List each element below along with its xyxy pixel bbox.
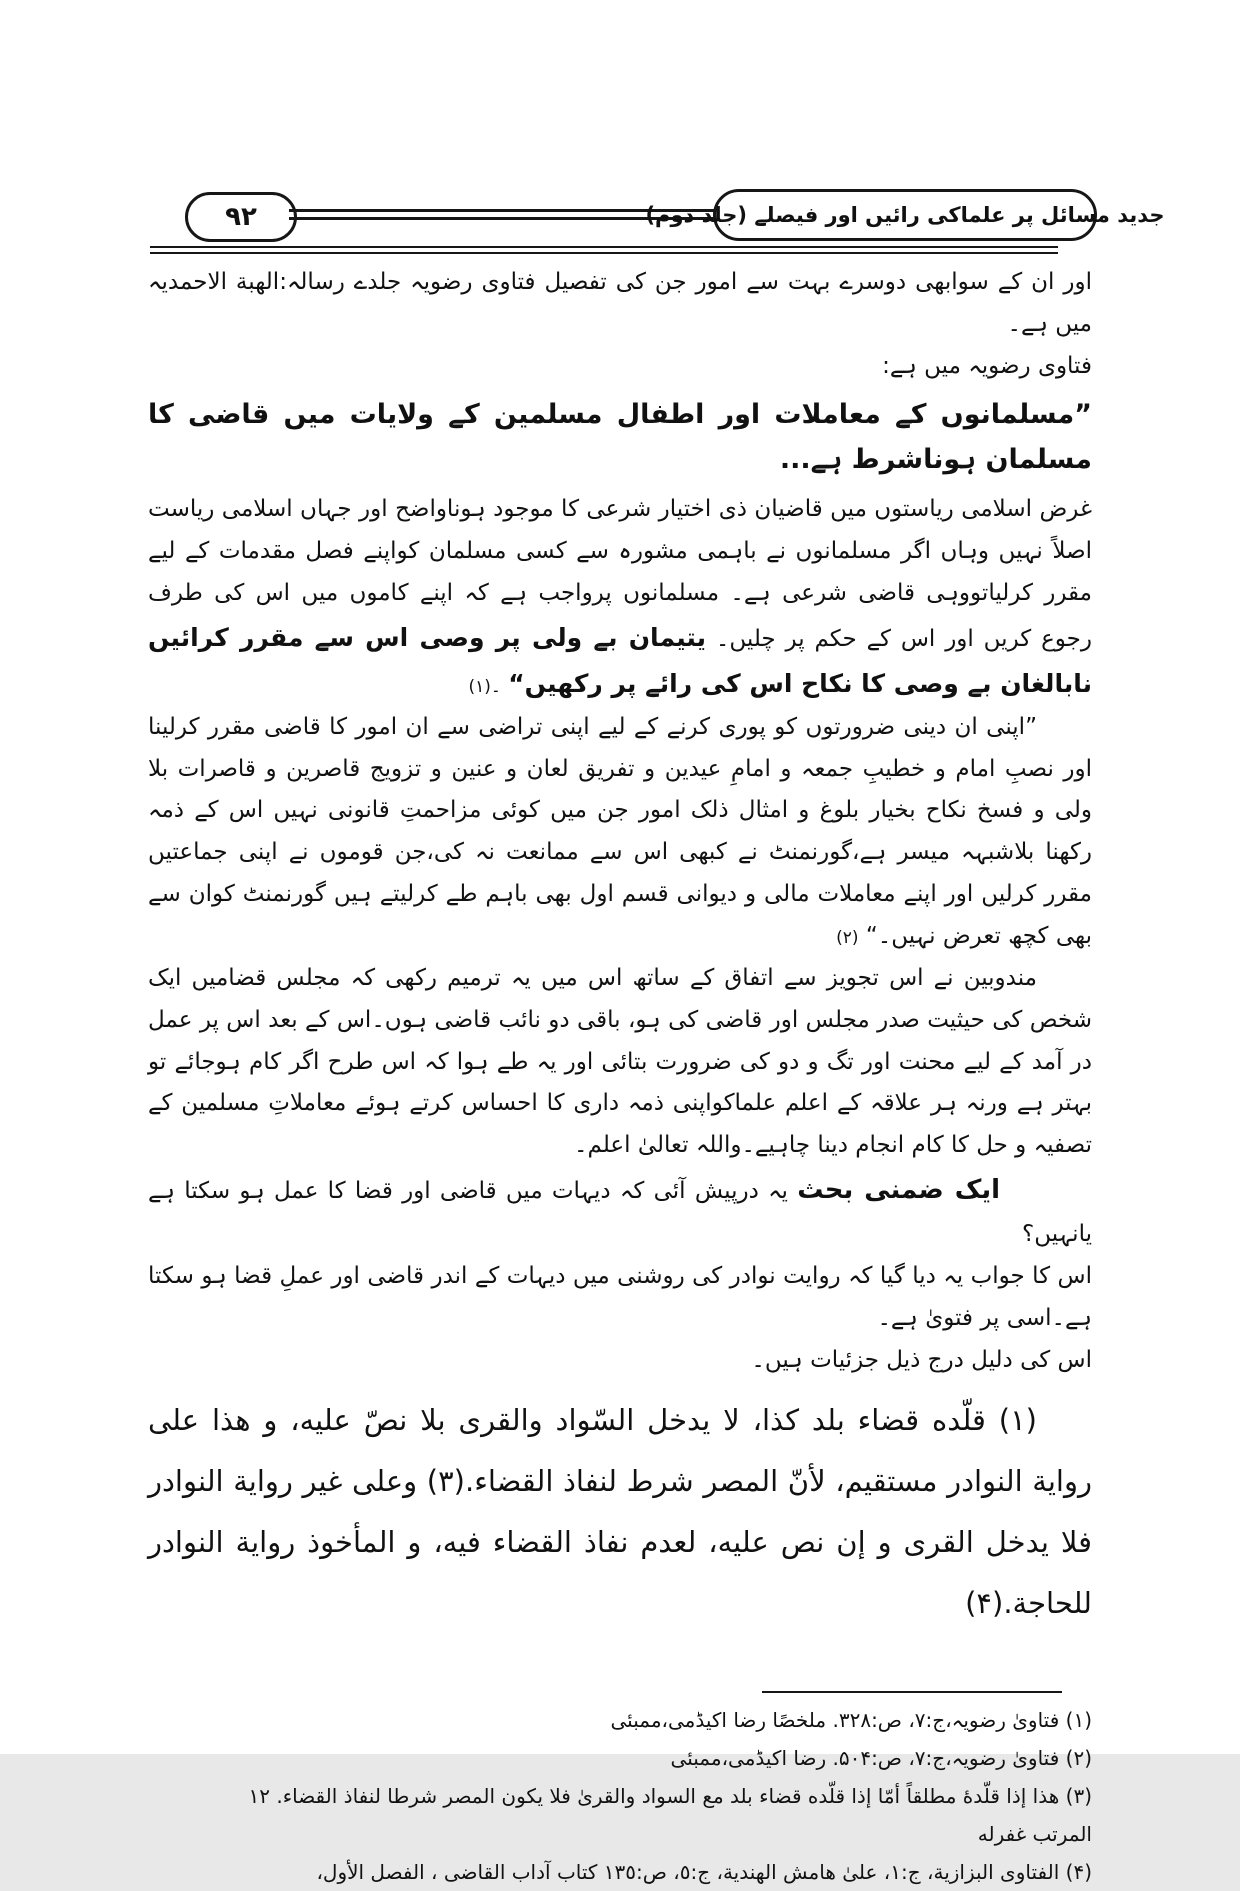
paragraph-answer — [148, 1256, 1092, 1340]
lead-in-text: فتاوی رضویہ میں ہے: — [882, 352, 1092, 379]
footnote-line: (۲) فتاویٰ رضویہ،ج:۷، ص:۵۰۴. رضا اکیڈمی،ممبئی — [670, 1746, 1092, 1771]
paragraph-bold-text: یتیمان بے ولی پر وصی اس سے مقرر کرائیں نابالغان بے وصی کا نکاح اس کی رائے پر رکھیں“ — [148, 622, 1092, 698]
footnote-marker-2: (۲) — [836, 927, 859, 948]
paragraph-side-issue — [148, 1167, 1092, 1256]
footnotes-section — [148, 1701, 1092, 1891]
intro-line-text: اور ان کے سوابھی دوسرے بہت سے امور جن کی تفصیل فتاوی رضویہ جلدے رسالہ:الهبة الاحمدیہ میں ہے۔ — [148, 269, 1092, 337]
footnote-marker-1: ۔(۱) — [468, 676, 501, 697]
footnote-line: (۱) فتاویٰ رضویہ،ج:۷، ص:۳۲۸. ملخصًا رضا اکیڈمی،ممبئی — [610, 1708, 1092, 1733]
arabic-citation-text: (۱) قلّده قضاء بلد كذا، لا يدخل السّواد والقرى بلا نصّ عليه، و هذا على رواية النوادر مستقيم، لأنّ المصر شرط لنفاذ القضاء.(۳) وعلى غير رواية النوادر فلا يدخل القرى و إن نص عليه، لعدم نفاذ القضاء فيه، و المأخوذ رواية النوادر للحاجة.(۴) — [148, 1402, 1092, 1620]
paragraph-fatwa-quote — [148, 489, 1092, 706]
side-issue-label: ایک ضمنی بحث — [797, 1175, 1000, 1206]
text-column — [148, 262, 1092, 1891]
page-number-badge — [185, 192, 297, 242]
page-number: ٩٢ — [225, 202, 257, 232]
paragraph-regular-text: غرض اسلامی ریاستوں میں قاضیان ذی اختیار شرعی کا موجود ہوناواضح اور جہاں اسلامی ریاست اصلاً نہیں وہاں اگر مسلمانوں نے باہمی مشورہ سے کسی مسلمان کواپنے فصل مقدمات کے لیے مقرر کرلیاتووہی قاضی شرعی ہے۔ مسلمانوں پرواجب ہے کہ اپنے کاموں میں اس کی طرف رجوع کریں اور اس کے حکم پر چلیں۔ — [148, 496, 1093, 652]
paragraph-answer-proof — [148, 1340, 1092, 1382]
paragraph-resolution-text: مندوبین نے اس تجویز سے اتفاق کے ساتھ اس میں یہ ترمیم رکھی کہ مجلس قضامیں ایک شخص کی حیثیت صدر مجلس اور قاضی کی ہو، باقی دو نائب قاضی ہوں۔اس کے بعد اس پر عمل در آمد کے لیے محنت اور تگ و دو کی ضرورت بتائی اور یہ طے ہوا کہ اس طرح اگر کام ہوجائے تو بہتر ہے ورنہ ہر علاقہ کے اعلم علماکواپنی ذمہ داری کا احساس کرتے ہوئے معاملاتِ مسلمین کے تصفیہ و حل کا کام انجام دینا چاہیے۔واللہ تعالیٰ اعلم۔ — [148, 964, 1092, 1159]
paragraph-resolution — [148, 958, 1092, 1167]
quote-heading — [148, 392, 1092, 484]
arabic-citation-block — [148, 1390, 1092, 1634]
paragraph-second-quote-text: ”اپنی ان دینی ضرورتوں کو پوری کرنے کے لیے اپنی تراضی سے ان امور کا قاضی مقرر کرلینا اور نصبِ امام و خطیبِ جمعہ و امامِ عیدین و تفریق لعان و عنین و تزویج قاصرین و قاصرات بلا ولی و فسخ نکاح بخیار بلوغ و امثال ذلک امور جن میں کوئی مزاحمتِ قانونی نہیں اس کے ذمہ رکھنا بلاشبہہ میسر ہے،گورنمنٹ نے کبھی اس سے ممانعت نہ کی،جن قوموں نے اپنی جماعتیں مقرر کرلیں اور اپنے معاملات مالی و دیوانی قسم اول بھی باہم طے کرلیتے ہیں گورنمنٹ کوان سے بھی کچھ تعرض نہیں۔“ — [148, 713, 1092, 949]
intro-line — [148, 262, 1092, 346]
lead-in-line — [148, 346, 1092, 388]
book-title: جدید مسائل پر علماکی رائیں اور فیصلے (جلد دوم) — [645, 203, 1165, 227]
footnote-line: المرتب غفرله — [977, 1822, 1092, 1847]
header-bottom-rule — [150, 246, 1058, 254]
answer-proof-text: اس کی دلیل درج ذیل جزئیات ہیں۔ — [751, 1347, 1092, 1373]
answer-text: اس کا جواب یہ دیا گیا کہ روایت نوادر کی روشنی میں دیہات کے اندر قاضی اور عملِ قضا ہو سکتا ہے۔اسی پر فتویٰ ہے۔ — [148, 1263, 1092, 1332]
quote-heading-text: ”مسلمانوں کے معاملات اور اطفال مسلمین کے ولایات میں قاضی کا مسلمان ہوناشرط ہے... — [148, 398, 1092, 476]
book-title-cartouche — [645, 189, 1165, 241]
footnote-line: (۳) هذا إذا قلّدهٔ مطلقاً أمّا إذا قلّده قضاء بلد مع السواد والقرىٰ فلا يكون المصر شرطا لنفاذ القضاء. ١٢ — [248, 1784, 1092, 1809]
footnote-separator-rule — [762, 1691, 1062, 1693]
paragraph-second-quote — [148, 707, 1092, 958]
side-issue-question: یہ درپیش آئی کہ دیہات میں قاضی اور قضا کا عمل ہو سکتا ہے یانہیں؟ — [148, 1178, 1092, 1248]
page-header — [0, 0, 1240, 260]
footnote-line: (۴) الفتاوى البزازية، ج:١، علىٰ هامش الهندية، ج:٥، ص:١٣٥ كتاب آداب القاضى ، الفصل الأول، — [316, 1860, 1092, 1885]
